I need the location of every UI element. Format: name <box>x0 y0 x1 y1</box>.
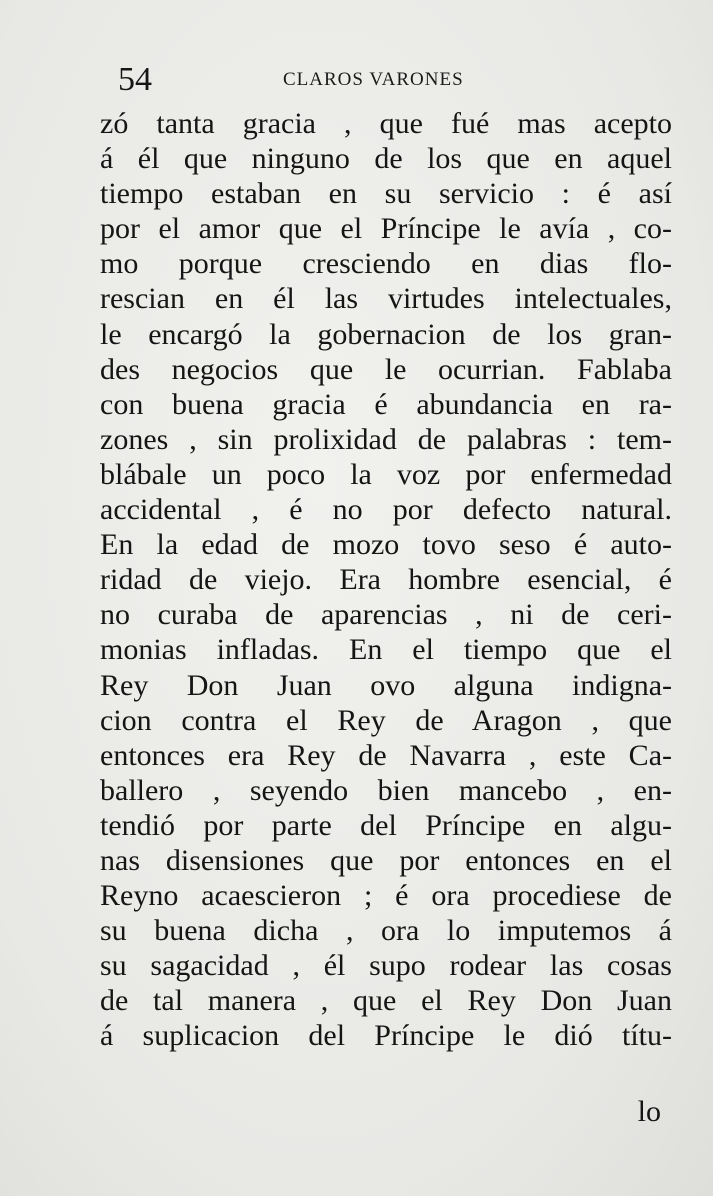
text-line: su buena dicha , ora lo imputemos á <box>100 914 672 948</box>
text-line: rescian en él las virtudes intelectuales, <box>100 282 672 316</box>
text-line: por el amor que el Príncipe le avía , co- <box>100 212 672 246</box>
text-line: ridad de viejo. Era hombre esencial, é <box>100 563 672 597</box>
text-line: de tal manera , que el Rey Don Juan <box>100 984 672 1018</box>
catchword: lo <box>637 1095 661 1128</box>
text-line: nas disensiones que por entonces en el <box>100 843 672 877</box>
text-line: no curaba de aparencias , ni de ceri- <box>100 598 672 632</box>
text-line: des negocios que le ocurrian. Fablaba <box>100 352 672 386</box>
text-line: ballero , seyendo bien mancebo , en- <box>100 773 672 807</box>
text-line: tiempo estaban en su servicio : é así <box>100 177 672 211</box>
text-line: zó tanta gracia , que fué mas acepto <box>100 107 672 140</box>
text-line: á él que ninguno de los que en aquel <box>100 142 672 176</box>
text-line: Reyno acaescieron ; é ora procediese de <box>100 879 672 913</box>
text-line: mo porque cresciendo en dias flo- <box>100 247 672 281</box>
text-line: su sagacidad , él supo rodear las cosas <box>100 949 672 983</box>
text-line: accidental , é no por defecto natural. <box>100 493 672 527</box>
page-header <box>0 60 713 100</box>
text-line: Rey Don Juan ovo alguna indigna- <box>100 668 672 702</box>
body-text <box>100 106 672 1054</box>
text-line: le encargó la gobernacion de los gran- <box>100 317 672 351</box>
running-head: CLAROS VARONES <box>283 69 464 90</box>
text-line: á suplicacion del Príncipe le dió títu- <box>100 1019 672 1053</box>
text-line: con buena gracia é abundancia en ra- <box>100 387 672 421</box>
text-line: monias infladas. En el tiempo que el <box>100 633 672 667</box>
text-line: entonces era Rey de Navarra , este Ca- <box>100 738 672 772</box>
text-line: cion contra el Rey de Aragon , que <box>100 703 672 737</box>
text-line: blábale un poco la voz por enfermedad <box>100 457 672 491</box>
text-line: zones , sin prolixidad de palabras : tem- <box>100 422 672 456</box>
text-line: tendió por parte del Príncipe en algu- <box>100 808 672 842</box>
page-number: 54 <box>118 61 152 98</box>
text-line: En la edad de mozo tovo seso é auto- <box>100 528 672 562</box>
